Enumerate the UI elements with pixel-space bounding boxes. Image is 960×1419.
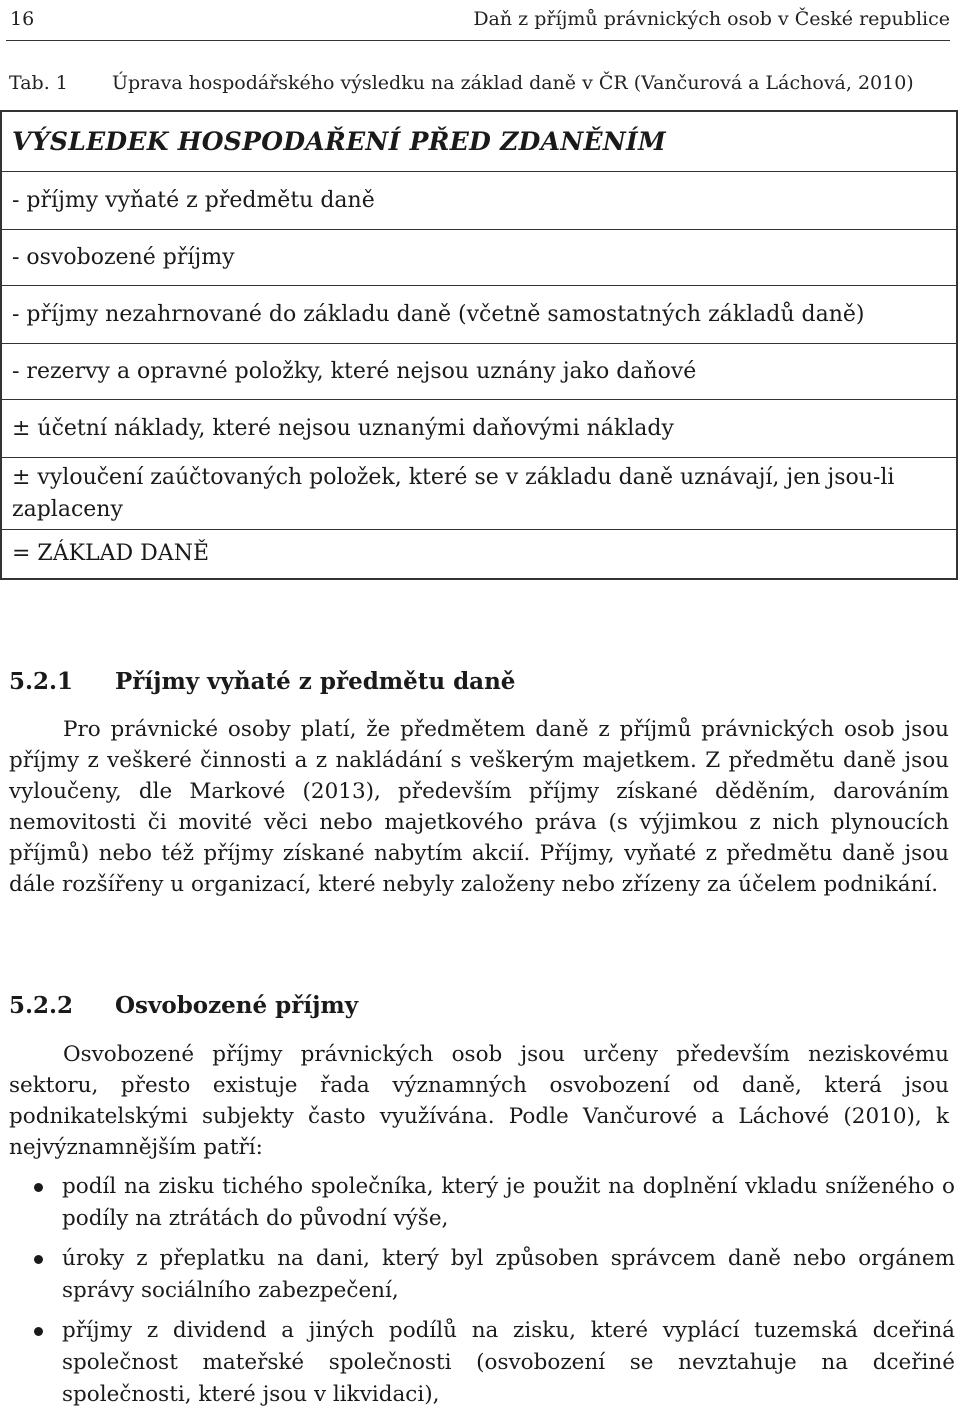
bullet-icon — [34, 1255, 43, 1264]
section-number: 5.2.2 — [9, 992, 74, 1019]
exempt-income-list — [0, 1171, 955, 1419]
section-5-2-2-paragraph — [9, 1039, 949, 1163]
paragraph-text: Pro právnické osoby platí, že předmětem daně z příjmů právnických osob jsou příjmy z veškeré činnosti a z nakládání s veškerým majetkem. Z předmětu daně jsou vyloučeny, dle Markové (2013), především příjmy získané děděním, darováním nemovitosti či movité věci nebo majetkového práva (s výjimkou z nich plynoucích příjmů) nebo též příjmy získané nabytím akcií. Příjmy, vyňaté z předmětu daně jsou dále rozšířeny u organizací, které nebyly založeny nebo zřízeny za účelem podnikání. — [9, 717, 949, 897]
page-number: 16 — [10, 8, 35, 30]
page-header — [6, 4, 950, 41]
table-row: - osvobozené příjmy — [2, 230, 956, 286]
table-caption-text: Úprava hospodářského výsledku na základ daně v ČR (Vančurová a Láchová, 2010) — [112, 72, 914, 94]
section-heading-5-2-2 — [9, 992, 358, 1019]
tax-adjustment-table — [0, 110, 958, 580]
section-number: 5.2.1 — [9, 668, 74, 695]
running-title: Daň z příjmů právnických osob v České republice — [473, 8, 950, 30]
table-row: - rezervy a opravné položky, které nejsou uznány jako daňové — [2, 344, 956, 400]
table-row-profit-before-tax: VÝSLEDEK HOSPODAŘENÍ PŘED ZDANĚNÍM — [2, 112, 956, 172]
section-title: Osvobozené příjmy — [115, 992, 359, 1019]
list-item: příjmy z dividend a jiných podílů na zisku, které vyplácí tuzemská dceřiná společnost mateřské společnosti (osvobození se nevztahuje na dceřiné společnosti, které jsou v likvidaci), — [0, 1315, 955, 1411]
bullet-icon — [34, 1327, 43, 1336]
table-row-tax-base: = ZÁKLAD DANĚ — [12, 541, 210, 566]
section-heading-5-2-1 — [9, 668, 515, 695]
table-caption-label: Tab. 1 — [9, 72, 68, 94]
bullet-icon — [34, 1183, 43, 1192]
table-caption — [9, 72, 914, 94]
section-title: Příjmy vyňaté z předmětu daně — [115, 668, 516, 695]
paragraph-text: Osvobozené příjmy právnických osob jsou určeny především neziskovému sektoru, přesto existuje řada významných osvobození od daně, která jsou podnikatelskými subjekty často využívána. Podle Vančurové a Láchové (2010), k nejvýznamnějším patří: — [9, 1042, 949, 1160]
table-row: ± vyloučení zaúčtovaných položek, které se v základu daně uznávají, jen jsou-li zaplaceny — [2, 458, 956, 530]
table-row: - příjmy vyňaté z předmětu daně — [2, 172, 956, 230]
section-5-2-1-paragraph — [9, 714, 949, 900]
list-item: podíl na zisku tichého společníka, který je použit na doplnění vkladu sníženého o podíly na ztrátách do původní výše, — [0, 1171, 955, 1235]
table-row: ± účetní náklady, které nejsou uznanými daňovými náklady — [2, 400, 956, 458]
table-row: - příjmy nezahrnované do základu daně (včetně samostatných základů daně) — [2, 286, 956, 344]
list-item: úroky z přeplatku na dani, který byl způsoben správcem daně nebo orgánem správy sociálního zabezpečení, — [0, 1243, 955, 1307]
